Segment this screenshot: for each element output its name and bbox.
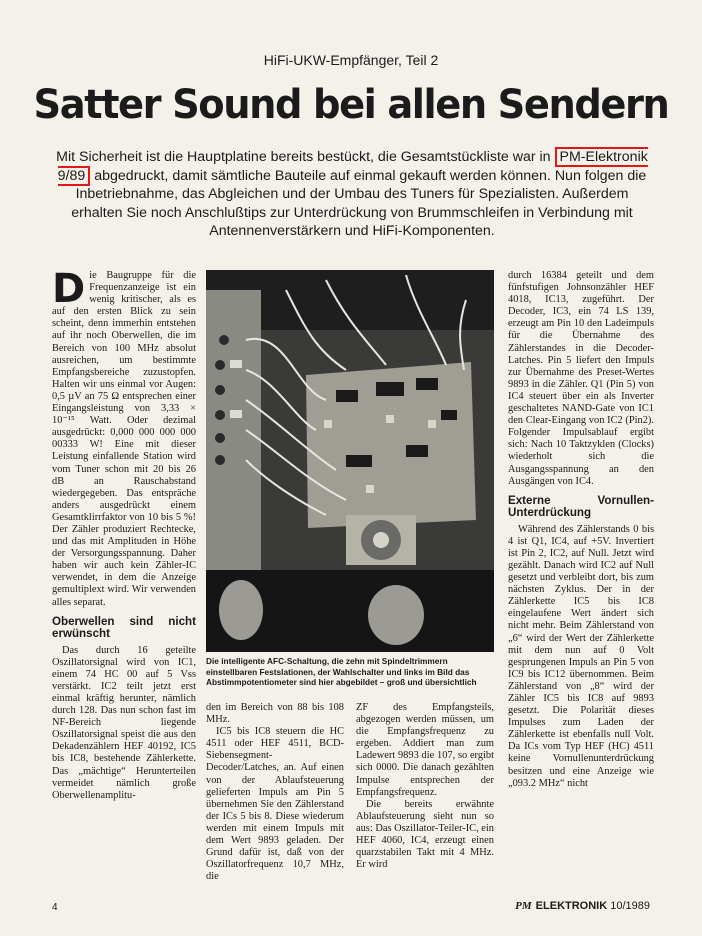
col2b-paragraph-2: Die bereits erwähnte Ablaufsteuerung sieht nun so aus: Das Oszillator-Teiler-IC, ein HEF 4060, IC4, erzeugt einen quarzstabilen Takt mit 4 MHz. Er wird (356, 798, 494, 871)
page-number: 4 (52, 902, 58, 913)
circuit-board-photo (206, 270, 494, 652)
pm-logo: PM (515, 900, 532, 912)
column-1 (52, 266, 196, 802)
subheading-vornullen: Externe Vornullen-Unterdrückung (508, 493, 654, 520)
col2b-paragraph-1: ZF des Empfangsteils, abgezogen werden müssen, um die Empfangsfrequenz zu ergeben. Addiert man zum Ladewert 9893 die 107, so ergibt sich 0000. Die danach gezählten Impulse entsprechen der Empfangsfrequenz. (356, 702, 494, 798)
col3-paragraph-2: Während des Zählerstands 0 bis 4 ist Q1, IC4, auf +5V. Invertiert ist Pin 2, IC2, auf Null. Jetzt wird gezählt. Danach wird IC2 auf Null gesetzt und verbleibt dort, bis zum nächsten Zyklus. Der in der Zählerkette IC5 bis IC8 eingelaufene Wert ändert sich nicht mehr. Beim Zählerstand von „6“ wird der Wert der Zählerkette mit dem nun auf 0 Volt gesprungenen Impuls an Pin 5 von IC9 bis IC12 übernommen. Beim Zählerstand von „8“ wird der Zähler IC5 bis IC8 auf 9893 gesetzt. Die Polarität dieses Impulses zum Laden der Zählerkette ist ebenfalls null Volt. Da ICs vom Typ HEF (HC) 4511 keine Vornullenunterdrückung besitzen und eine Anzeige wie „093.2 MHz“ nicht (508, 523, 654, 789)
magazine-name: ELEKTRONIK (535, 900, 608, 912)
issue-number: 10/1989 (610, 900, 650, 912)
lead-text-after: abgedruckt, damit sämtliche Bauteile auf einmal gekauft werden können. Nun folgen die Inbetriebnahme, das Abgleichen und der Umbau des Tuners für Spezialisten. Außerdem erhalten Sie noch Anschlußtips zur Unterdrückung von Brummschleifen in Verbindung mit Antennenverstärkern und HiFi-Komponenten. (71, 167, 647, 239)
article-headline: Satter Sound bei allen Sendern (33, 82, 669, 128)
article-kicker: HiFi-UKW-Empfänger, Teil 2 (263, 52, 439, 68)
column-2b (356, 702, 494, 871)
magazine-footer (515, 900, 650, 912)
photo-caption: Die intelligente AFC-Schaltung, die zehn mit Spindeltrimmern einstellbaren Festslationen, der Wahlschalter und links im Bild das Abstimmpotentiometer sind hier abgebildet – groß und übersichtlich (206, 656, 477, 688)
lead-highlight-reference: PM-Elektronik 9/89 (57, 149, 648, 184)
column-2a (206, 702, 344, 883)
subheading-oberwellen: Oberwellen sind nicht erwünscht (52, 614, 196, 641)
drop-cap: D (52, 266, 86, 312)
column-3 (508, 270, 654, 790)
col1-paragraph-1 (52, 266, 196, 609)
article-lead (50, 148, 654, 241)
col1-paragraph-1-text: ie Baugruppe für die Frequenzanzeige ist ein wenig kritischer, als es auf den ersten Blick zu sein scheint, denn immerhin entstehen auf ihr noch Oberwellen, die im Bereich von 100 MHz absolut ausreichen, um bestimmte Empfangsbereiche zuzustopfen. Halten wir uns einmal vor Augen: 0,5 µV an 75 Ω entsprechen einer Eingangsleistung von 3,33 × 10⁻¹⁵ Watt. Oder dezimal ausgedrückt: 0,000 000 000 000 00333 W! Eine mit dieser Leistung einfallende Station wird vom Tuner schon mit 20 bis 26 dB an Rauschabstand wiedergegeben. Das entspräche anders ausgedrückt einem Gesamtklirrfaktor von 10 bis 5 %! Der Zähler produziert Rechtecke, und das mit Amplituden in Höhe der Versorgungsspannung. Daher haben wir auch kein Zähler-IC verwendet, in dem die Anzeige gemultiplext wird. Wir verwenden alles separat. (52, 270, 196, 608)
col2a-paragraph-1: den im Bereich von 88 bis 108 MHz. (206, 702, 344, 726)
col2a-paragraph-2: IC5 bis IC8 steuern die HC 4511 oder HEF 4511, BCD-Siebensegment-Decoder/Latches, an. Auf einen von der Ablaufsteuerung gelieferten Impuls am Pin 5 übernehmen Sie den Zählerstand der ICs 5 bis 8. Diese wiederum werden mit einem Impuls mit dem Wert 9893 geladen. Der Grund dafür ist, daß von der Oszillatorfrequenz 10,7 MHz, die (206, 726, 344, 883)
circuit-board-illustration (206, 270, 494, 652)
col3-paragraph-1: durch 16384 geteilt und dem fünfstufigen Johnsonzähler HEF 4018, IC13, zugeführt. Der Decoder, IC3, ein 74 LS 139, erzeugt am Pin 10 den Ladeimpuls für die Übernahme des Zählerstandes in die Decoder-Latches. Pin 5 liefert den Impuls zur Übernahme des Preset-Wertes 9893 in die Zähler. Q1 (Pin 5) von IC4 steuert über ein als Inverter geschaltetes NAND-Gate von IC1 den Clear-Eingang von IC2 (Pin2). Folgender Impulsablauf ergibt sich: Nach 10 Taktzyklen (Clocks) wiederholt sich die Ausgangsspannung an den Ausgängen von IC4. (508, 270, 654, 487)
col1-paragraph-2: Das durch 16 geteilte Oszillatorsignal wird von IC1, einem 74 HC 00 auf 5 Vss verstärkt. IC2 teilt jetzt erst einmal kräftig herunter, nämlich durch 128. Das nun schon fast im NF-Bereich liegende Oszillatorsignal speist die aus den Dekadenzählern HEF 40192, IC5 bis IC8, bestehende Zählerkette. Das „mächtige“ Herunterteilen vermeidet nämlich große Oberwellenamplitu- (52, 644, 196, 801)
lead-text-before: Mit Sicherheit ist die Hauptplatine bereits bestückt, die Gesamtstückliste war in (56, 149, 555, 165)
